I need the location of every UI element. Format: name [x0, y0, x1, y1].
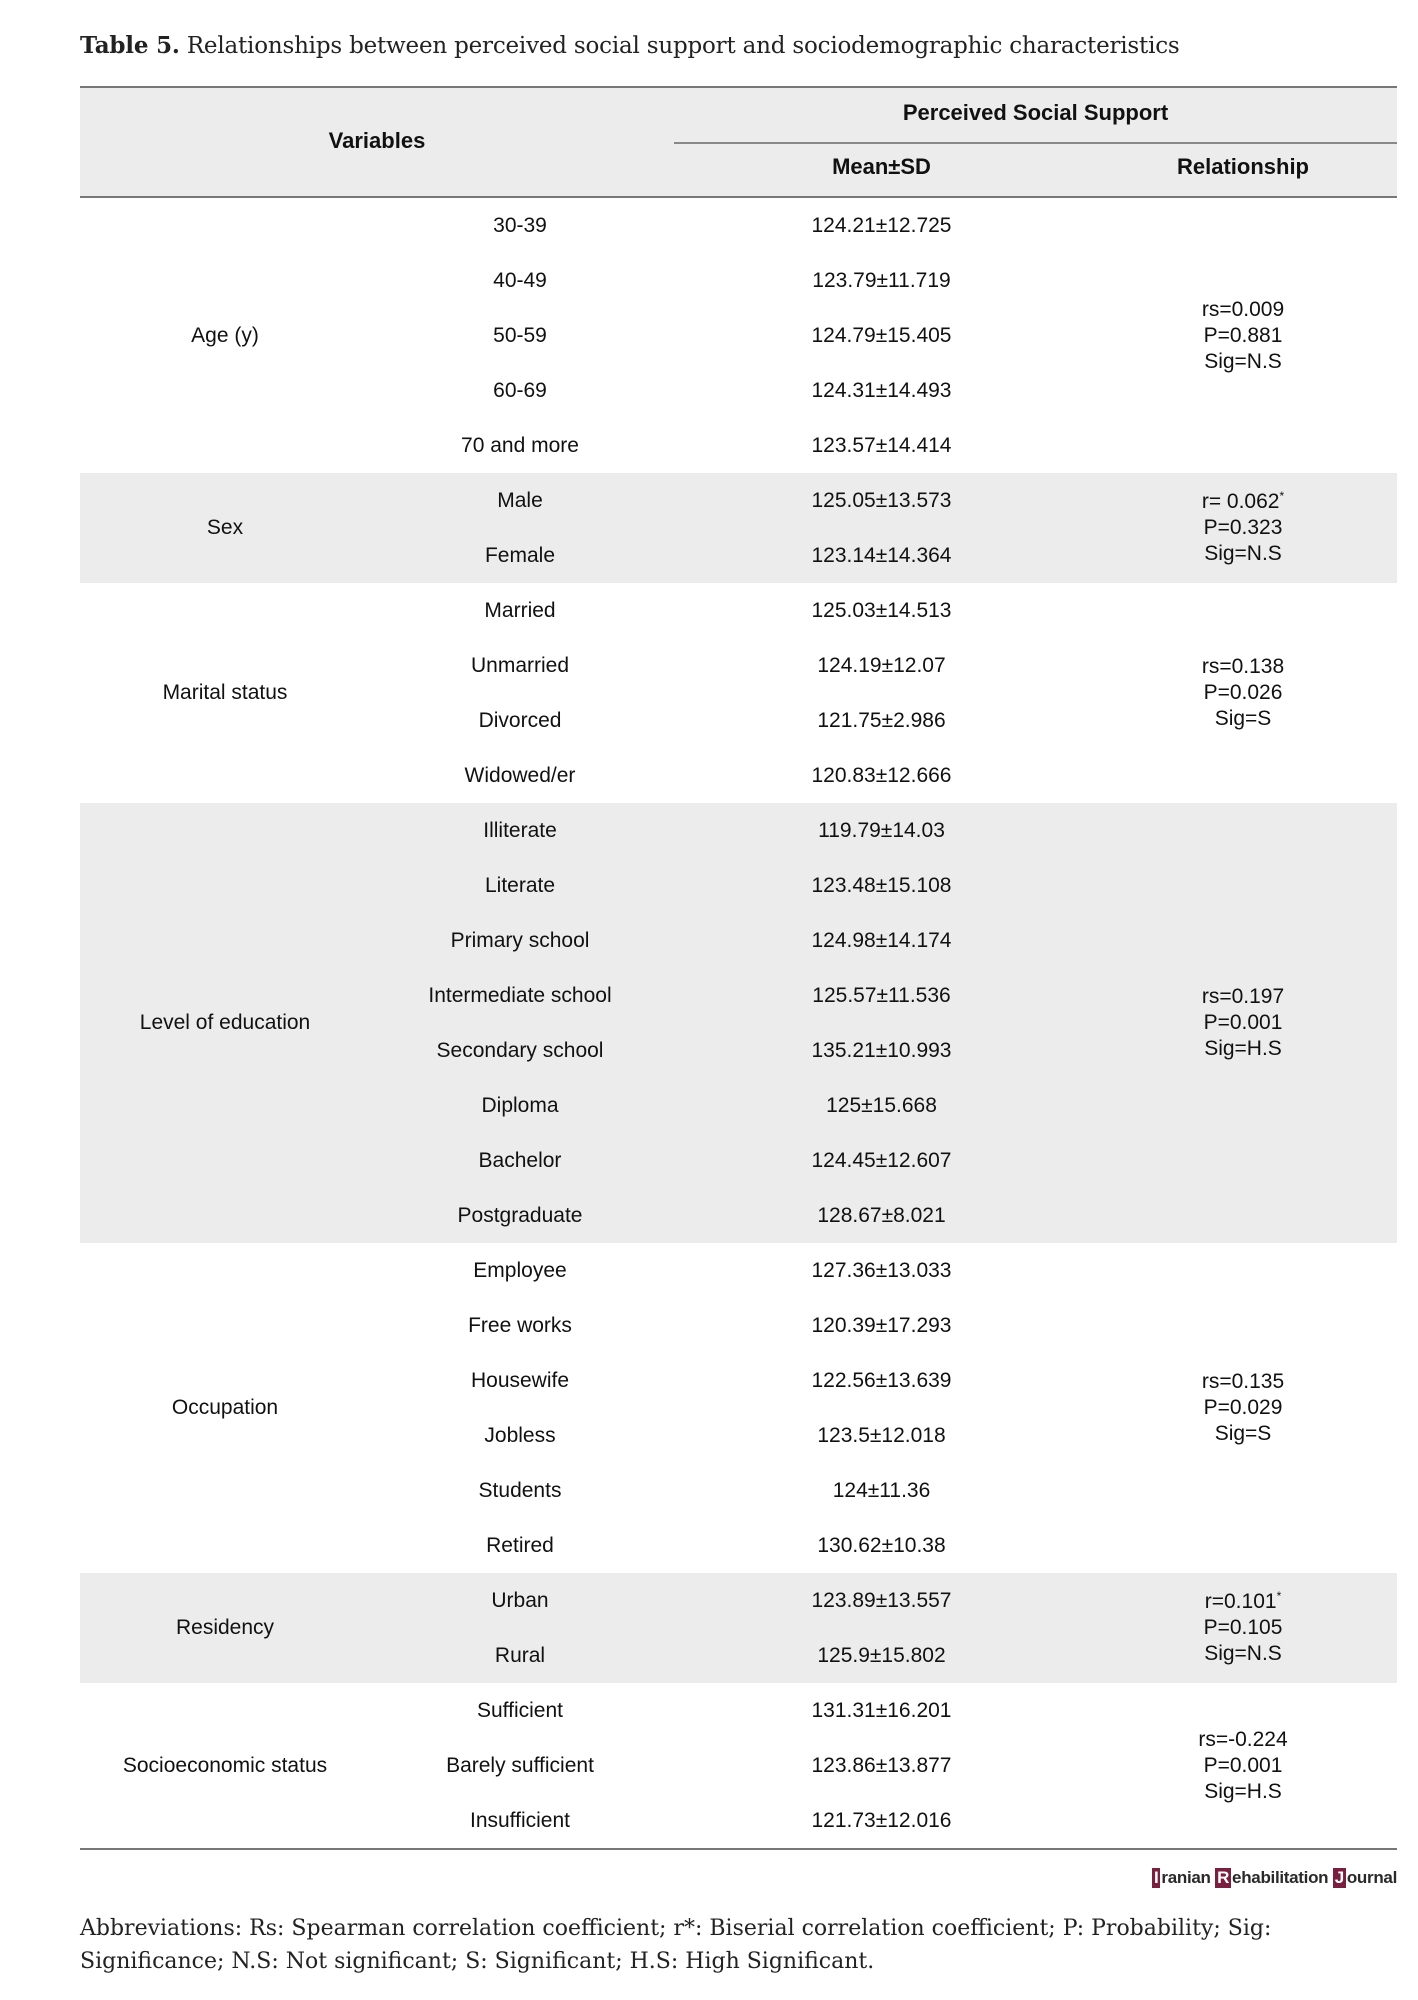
subcategory-cell: 70 and more: [461, 434, 579, 457]
mean-sd-cell: 123.5±12.018: [817, 1424, 946, 1447]
relationship-cell: [1089, 1727, 1397, 1805]
relationship-p-value: P=0.105: [1203, 1616, 1283, 1639]
mean-sd-cell: 135.21±10.993: [811, 1039, 952, 1062]
journal-logo: [1152, 1868, 1397, 1888]
mean-sd-cell: 125.03±14.513: [811, 599, 952, 622]
logo-part-2: ehabilitation: [1232, 1868, 1333, 1887]
subcategory-cell: 50-59: [493, 324, 547, 347]
coefficient-value: rs=-0.224: [1198, 1727, 1288, 1751]
logo-part-3: ournal: [1346, 1868, 1397, 1887]
subcategory-cell: Insufficient: [469, 1809, 570, 1832]
variable-name: Socioeconomic status: [122, 1753, 328, 1777]
table-group: [80, 1243, 1397, 1573]
abbreviations-footnote: Abbreviations: Rs: Spearman correlation coefficient; r*: Biserial correlation coefficient; P: Probability; Sig: Significance; N.S: Not significant; S: Significant; H.S: High Significant.: [80, 1916, 1272, 1974]
subcategory-cell: Postgraduate: [457, 1204, 583, 1227]
subcategory-cell: 30-39: [493, 214, 547, 237]
subcategory-cell: Free works: [468, 1314, 572, 1337]
relationship-significance: Sig=H.S: [1204, 1037, 1282, 1060]
relationship-coefficient: [1089, 1727, 1397, 1753]
coefficient-value: rs=0.009: [1201, 297, 1285, 321]
relationship-significance: Sig=S: [1214, 707, 1272, 730]
caption-label: Table 5.: [80, 32, 180, 59]
subcategory-cell: Divorced: [478, 709, 562, 732]
subcategory-cell: Intermediate school: [428, 984, 612, 1007]
relationship-significance: Sig=S: [1214, 1422, 1272, 1445]
mean-sd-cell: 124.19±12.07: [817, 654, 946, 677]
relationship-significance: Sig=N.S: [1204, 349, 1282, 373]
mean-sd-cell: 127.36±13.033: [811, 1259, 952, 1282]
subcategory-cell: 40-49: [493, 269, 547, 292]
mean-sd-cell: 125.05±13.573: [811, 489, 952, 512]
mean-sd-cell: 128.67±8.021: [817, 1204, 946, 1227]
table-bottom-rule: [80, 1848, 1397, 1850]
subcategory-cell: 60-69: [493, 379, 547, 402]
mean-sd-cell: 121.75±2.986: [817, 709, 946, 732]
mean-sd-cell: 119.79±14.03: [818, 819, 945, 842]
relationship-p-value: P=0.026: [1203, 681, 1283, 704]
subcategory-cell: Jobless: [484, 1424, 556, 1447]
subcategory-cell: Diploma: [481, 1094, 559, 1117]
mean-sd-cell: 124.45±12.607: [811, 1149, 952, 1172]
mean-sd-cell: 125.57±11.536: [812, 984, 951, 1007]
subcategory-cell: Primary school: [450, 929, 590, 952]
relationship-p-value: P=0.881: [1203, 323, 1283, 347]
table-group: [80, 1573, 1397, 1683]
subcategory-cell: Retired: [486, 1534, 554, 1557]
table-group: [80, 583, 1397, 803]
coefficient-value: rs=0.197: [1201, 985, 1285, 1008]
relationship-cell: [1089, 654, 1397, 732]
header-mean-sd: Mean±SD: [832, 154, 931, 179]
mean-sd-cell: 124.21±12.725: [811, 214, 952, 237]
relationship-coefficient: [1089, 1369, 1397, 1395]
mean-sd-cell: 120.39±17.293: [811, 1314, 952, 1337]
subcategory-cell: Married: [484, 599, 556, 622]
mean-sd-cell: 130.62±10.38: [817, 1534, 946, 1557]
table-group: [80, 198, 1397, 473]
relationship-coefficient: [1089, 654, 1397, 680]
table-header: [80, 88, 1397, 198]
subcategory-cell: Female: [484, 544, 556, 567]
header-variables: Variables: [328, 128, 426, 153]
variable-name: Marital status: [162, 681, 288, 704]
mean-sd-cell: 123.57±14.414: [811, 434, 952, 457]
subcategory-cell: Rural: [494, 1644, 546, 1667]
subcategory-cell: Housewife: [470, 1369, 570, 1392]
mean-sd-cell: 124.98±14.174: [811, 929, 952, 952]
subcategory-cell: Male: [497, 489, 543, 512]
variable-name: Occupation: [171, 1396, 279, 1419]
header-relationship: Relationship: [1176, 154, 1309, 179]
mean-sd-cell: 124.79±15.405: [811, 324, 952, 347]
variable-name: Age (y): [191, 323, 259, 347]
mean-sd-cell: 123.48±15.108: [811, 874, 952, 897]
logo-letter-j: J: [1334, 1868, 1344, 1887]
caption-text: Relationships between perceived social support and sociodemographic characteristics: [179, 33, 1180, 59]
coefficient-value: r=0.101: [1204, 1590, 1277, 1613]
relationship-coefficient: [1089, 984, 1397, 1010]
header-perceived-social-support: Perceived Social Support: [902, 100, 1169, 125]
table-group: [80, 1683, 1397, 1848]
relationship-cell: [1089, 1369, 1397, 1447]
variable-name: Level of education: [139, 1011, 311, 1034]
relationship-cell: [1089, 1589, 1397, 1667]
mean-sd-cell: 124.31±14.493: [811, 379, 952, 402]
subcategory-cell: Bachelor: [478, 1149, 562, 1172]
logo-letter-i: I: [1153, 1868, 1159, 1887]
relationship-p-value: P=0.029: [1203, 1396, 1283, 1419]
relationship-p-value: P=0.323: [1203, 516, 1283, 539]
variable-name: Residency: [175, 1616, 275, 1639]
relationship-significance: Sig=H.S: [1204, 1779, 1282, 1803]
subcategory-cell: Barely sufficient: [446, 1754, 594, 1777]
relationship-p-value: P=0.001: [1203, 1753, 1283, 1777]
mean-sd-cell: 122.56±13.639: [811, 1369, 952, 1392]
subcategory-cell: Students: [478, 1479, 562, 1502]
subcategory-cell: Literate: [484, 874, 556, 897]
subcategory-cell: Illiterate: [483, 819, 557, 842]
mean-sd-cell: 123.14±14.364: [811, 544, 952, 567]
mean-sd-cell: 131.31±16.201: [811, 1699, 952, 1722]
subcategory-cell: Urban: [491, 1589, 549, 1612]
subcategory-cell: Unmarried: [470, 654, 570, 677]
biserial-marker: *: [1279, 489, 1285, 503]
relationship-coefficient: [1089, 489, 1397, 515]
table-group: [80, 473, 1397, 583]
subcategory-cell: Sufficient: [477, 1699, 563, 1722]
relationship-significance: Sig=N.S: [1204, 542, 1282, 565]
relationship-cell: [1089, 297, 1397, 375]
mean-sd-cell: 125.9±15.802: [817, 1644, 946, 1667]
relationship-p-value: P=0.001: [1203, 1011, 1283, 1034]
subcategory-cell: Secondary school: [436, 1039, 604, 1062]
relationship-cell: [1089, 489, 1397, 567]
mean-sd-cell: 123.86±13.877: [811, 1754, 952, 1777]
relationship-cell: [1089, 984, 1397, 1062]
coefficient-value: rs=0.138: [1201, 655, 1285, 678]
data-table: [80, 86, 1397, 1850]
relationship-coefficient: [1089, 297, 1397, 323]
coefficient-value: r= 0.062: [1201, 490, 1280, 513]
relationship-significance: Sig=N.S: [1204, 1642, 1282, 1665]
coefficient-value: rs=0.135: [1201, 1370, 1285, 1393]
header-sub-rule: [674, 142, 1397, 144]
table-group: [80, 803, 1397, 1243]
mean-sd-cell: 124±11.36: [832, 1479, 931, 1502]
mean-sd-cell: 121.73±12.016: [811, 1809, 952, 1832]
biserial-marker: *: [1276, 1589, 1282, 1603]
mean-sd-cell: 120.83±12.666: [811, 764, 952, 787]
logo-part-1: ranian: [1161, 1868, 1216, 1887]
mean-sd-cell: 123.79±11.719: [812, 269, 951, 292]
relationship-coefficient: [1089, 1589, 1397, 1615]
table-caption: [80, 32, 1180, 59]
logo-letter-r: R: [1217, 1868, 1230, 1887]
subcategory-cell: Employee: [473, 1259, 567, 1282]
variable-name: Sex: [206, 516, 244, 539]
table-body: [80, 198, 1397, 1848]
mean-sd-cell: 123.89±13.557: [811, 1589, 952, 1612]
subcategory-cell: Widowed/er: [464, 764, 576, 787]
mean-sd-cell: 125±15.668: [826, 1094, 937, 1117]
